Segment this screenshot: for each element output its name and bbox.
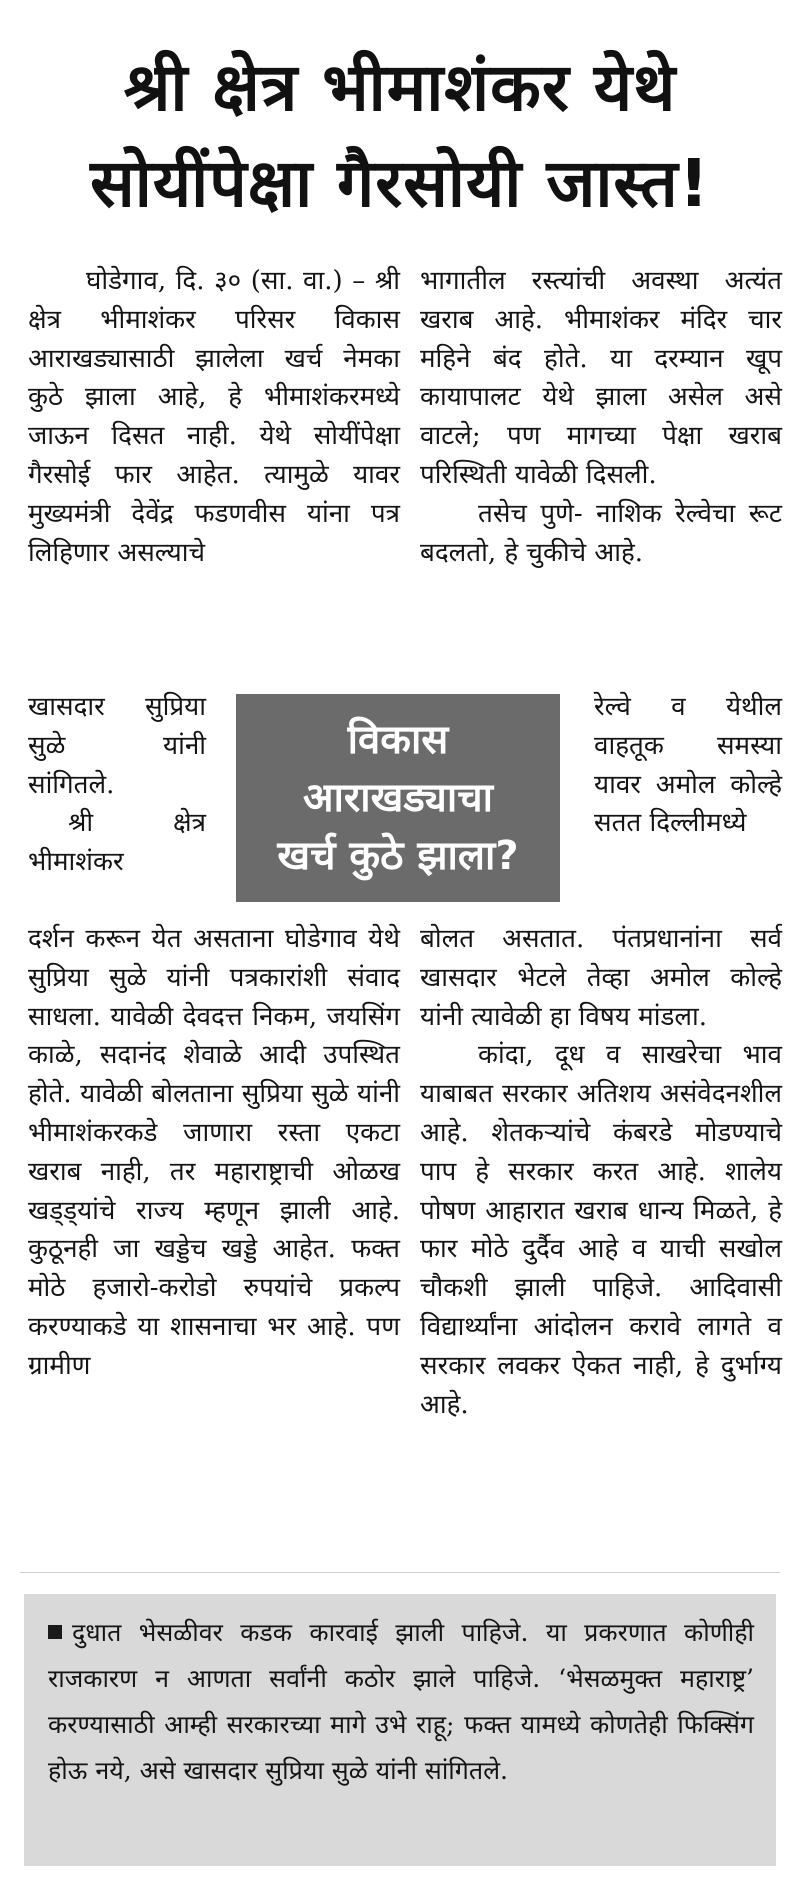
square-bullet-icon xyxy=(48,1625,62,1639)
callout-line-1: विकास xyxy=(347,717,449,763)
article-column-left-bottom xyxy=(28,920,400,1386)
article-column-left-top xyxy=(28,262,400,572)
article-paragraph-wrap-left: खासदार सुप्रिया सुळे यांनी सांगितले. xyxy=(28,692,206,800)
note-box xyxy=(24,1594,776,1866)
headline xyxy=(0,40,800,232)
article-paragraph-wrap-right: रेल्वे व येथील वाहतूक समस्या यावर अमोल कोल्हे सतत दिल्लीमध्ये xyxy=(594,692,782,839)
note-text: दुधात भेसळीवर कडक कारवाई झाली पाहिजे. या प्रकरणात कोणीही राजकारण न आणता सर्वांनी कठोर झाले पाहिजे. ‘भेसळमुक्त महाराष्ट्र’ करण्यासाठी आम्ही सरकारच्या मागे उभे राहू; फक्त यामध्ये कोणतेही फिक्सिंग होऊ नये, असे खासदार सुप्रिया सुळे यांनी सांगितले. xyxy=(48,1618,754,1785)
callout-line-3: खर्च कुठे झाला? xyxy=(277,833,519,879)
headline-line-2: सोयींपेक्षा गैरसोयी जास्त! xyxy=(90,145,710,222)
article-column-right-wrap xyxy=(594,688,782,843)
article-paragraph-railway: तसेच पुणे- नाशिक रेल्वेचा रूट बदलतो, हे चुकीचे आहे. xyxy=(420,498,782,568)
article-paragraph-wrap-left-2: श्री क्षेत्र भीमाशंकर xyxy=(28,808,206,878)
article-paragraph-roads: भागातील रस्त्यांची अवस्था अत्यंत खराब आहे. भीमाशंकर मंदिर चार महिने बंद होते. या दरम्यान खूप कायापालट येथे झाला असेल असे वाटले; पण मागच्या पेक्षा खराब परिस्थिती यावेळी दिसली. xyxy=(420,266,782,490)
article-paragraph-kolhe: बोलत असतात. पंतप्रधानांना सर्व खासदार भेटले तेव्हा अमोल कोल्हे यांनी त्यावेळी हा विषय मांडला. xyxy=(420,924,782,1032)
article-paragraph-intro: घोडेगाव, दि. ३० (सा. वा.) – श्री क्षेत्र भीमाशंकर परिसर विकास आराखड्यासाठी झालेला खर्च नेमका कुठे झाला आहे, हे भीमाशंकरमध्ये जाऊन दिसत नाही. येथे सोयींपेक्षा गैरसोई फार आहेत. त्यामुळे यावर मुख्यमंत्री देवेंद्र फडणवीस यांना पत्र लिहिणार असल्याचे xyxy=(28,266,400,568)
headline-line-1: श्री क्षेत्र भीमाशंकर येथे xyxy=(123,49,677,126)
article-paragraph-darshan: दर्शन करून येत असताना घोडेगाव येथे सुप्रिया सुळे यांनी पत्रकारांशी संवाद साधला. यावेळी देवदत्त निकम, जयसिंग काळे, सदानंद शेवाळे आदी उपस्थित होते. यावेळी बोलताना सुप्रिया सुळे यांनी भीमाशंकरकडे जाणारा रस्ता एकटा खराब नाही, तर महाराष्ट्राची ओळख खड्ड्यांचे राज्य म्हणून झाली आहे. कुठूनही जा खड्डेच खड्डे आहेत. फक्त मोठे हजारो-करोडो रुपयांचे प्रकल्प करण्याकडे या शासनाचा भर आहे. पण ग्रामीण xyxy=(28,924,400,1381)
article-paragraph-farmers: कांदा, दूध व साखरेचा भाव याबाबत सरकार अतिशय असंवेदनशील आहे. शेतकऱ्यांचे कंबरडे मोडण्याचे पाप हे सरकार करत आहे. शालेय पोषण आहारात खराब धान्य मिळते, हे फार मोठे दुर्दैव आहे व याची सखोल चौकशी झाली पाहिजे. आदिवासी विद्यार्थ्यांना आंदोलन करावे लागते व सरकार लवकर ऐकत नाही, हे दुर्भाग्य आहे. xyxy=(420,1040,782,1420)
callout-box xyxy=(236,694,560,902)
callout-line-2: आराखड्याचा xyxy=(303,775,493,821)
article-column-right-bottom xyxy=(420,920,782,1424)
article-column-right-top xyxy=(420,262,782,572)
article-column-left-wrap xyxy=(28,688,206,882)
divider xyxy=(20,1572,780,1573)
